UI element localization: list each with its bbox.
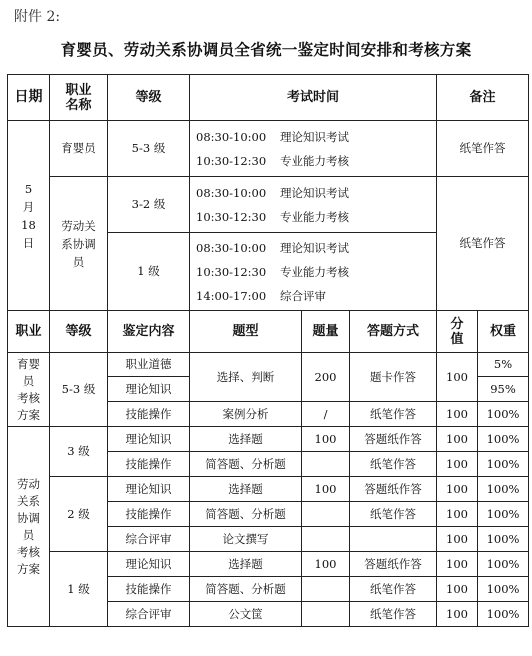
count-cell [302,602,350,627]
count-cell [302,577,350,602]
answer-cell: 纸笔作答 [350,602,437,627]
exam-date: 5 月 18 日 [8,121,50,311]
weight-cell: 100% [478,577,529,602]
remark-labor: 纸笔作答 [437,177,529,311]
assessment-header-row [8,311,529,353]
type-cell: 选择题 [190,427,302,452]
level-labor-1-plan: 1 级 [50,552,108,627]
header-level-2: 等级 [50,311,108,353]
weight-theory: 95% [478,377,529,402]
answer-cell: 纸笔作答 [350,452,437,477]
count-nanny-skill: / [302,402,350,427]
answer-cell: 答题纸作答 [350,427,437,452]
schedule-row-labor-3-2 [8,177,529,233]
score-nanny-skill: 100 [437,402,478,427]
weight-cell: 100% [478,552,529,577]
weight-cell: 100% [478,527,529,552]
answer-cell: 纸笔作答 [350,502,437,527]
content-cell: 理论知识 [108,552,190,577]
score-cell: 100 [437,452,478,477]
count-cell: 100 [302,477,350,502]
document-title: 育婴员、劳动关系协调员全省统一鉴定时间安排和考核方案 [60,40,472,59]
score-nanny-theory: 100 [437,353,478,402]
header-remark: 备注 [437,75,529,121]
count-cell: 100 [302,427,350,452]
count-nanny-theory: 200 [302,353,350,402]
schedule-row-nanny [8,121,529,177]
level-nanny-plan: 5-3 级 [50,353,108,427]
score-cell: 100 [437,552,478,577]
count-cell [302,502,350,527]
content-cell: 理论知识 [108,477,190,502]
type-cell: 简答题、分析题 [190,577,302,602]
answer-card: 题卡作答 [350,353,437,402]
schedule-assessment-table [7,74,529,627]
header-count: 题量 [302,311,350,353]
time-slots-nanny: 08:30-10:00 理论知识考试 10:30-12:30 专业能力考核 [190,121,437,177]
type-cell: 简答题、分析题 [190,452,302,477]
content-cell: 综合评审 [108,602,190,627]
type-cell: 简答题、分析题 [190,502,302,527]
header-score: 分 值 [437,311,478,353]
count-cell [302,527,350,552]
answer-cell: 答题纸作答 [350,552,437,577]
occupation-nanny: 育婴员 [50,121,108,177]
weight-cell: 100% [478,452,529,477]
weight-cell: 100% [478,427,529,452]
header-occupation: 职业 名称 [50,75,108,121]
score-cell: 100 [437,602,478,627]
weight-cell: 100% [478,502,529,527]
answer-cell: 纸笔作答 [350,577,437,602]
header-exam-time: 考试时间 [190,75,437,121]
weight-cell: 100% [478,477,529,502]
content-skill: 技能操作 [108,402,190,427]
header-date: 日期 [8,75,50,121]
score-cell: 100 [437,577,478,602]
content-ethics: 职业道德 [108,353,190,377]
header-answer-mode: 答题方式 [350,311,437,353]
type-case-analysis: 案例分析 [190,402,302,427]
weight-ethics: 5% [478,353,529,377]
occupation-labor: 劳动关 系协调 员 [50,177,108,311]
score-cell: 100 [437,427,478,452]
level-labor-3-2: 3-2 级 [108,177,190,233]
type-choice-judge: 选择、判断 [190,353,302,402]
occupation-nanny-plan: 育婴 员 考核 方案 [8,353,50,427]
answer-cell: 答题纸作答 [350,477,437,502]
time-slots-labor-3-2: 08:30-10:00 理论知识考试 10:30-12:30 专业能力考核 [190,177,437,233]
attachment-label: 附件 2: [14,9,61,25]
type-cell: 选择题 [190,477,302,502]
type-cell: 公文筐 [190,602,302,627]
type-cell: 选择题 [190,552,302,577]
content-theory: 理论知识 [108,377,190,402]
content-cell: 综合评审 [108,527,190,552]
remark-nanny: 纸笔作答 [437,121,529,177]
count-cell: 100 [302,552,350,577]
score-cell: 100 [437,502,478,527]
occupation-labor-plan: 劳动 关系 协调 员 考核 方案 [8,427,50,627]
header-occupation-2: 职业 [8,311,50,353]
score-cell: 100 [437,527,478,552]
answer-cell [350,527,437,552]
content-cell: 技能操作 [108,502,190,527]
time-slots-labor-1: 08:30-10:00 理论知识考试 10:30-12:30 专业能力考核 14:00-17:00 综合评审 [190,233,437,311]
assessment-row-nanny-ethics [8,353,529,377]
answer-nanny-skill: 纸笔作答 [350,402,437,427]
table-row [8,477,529,502]
content-cell: 技能操作 [108,452,190,477]
header-weight: 权重 [478,311,529,353]
weight-nanny-skill: 100% [478,402,529,427]
content-cell: 理论知识 [108,427,190,452]
table-row [8,552,529,577]
level-labor-3: 3 级 [50,427,108,477]
schedule-header-row [8,75,529,121]
weight-cell: 100% [478,602,529,627]
content-cell: 技能操作 [108,577,190,602]
level-labor-2: 2 级 [50,477,108,552]
level-nanny: 5-3 级 [108,121,190,177]
level-labor-1: 1 级 [108,233,190,311]
score-cell: 100 [437,477,478,502]
type-cell: 论文撰写 [190,527,302,552]
header-question-type: 题型 [190,311,302,353]
count-cell [302,452,350,477]
header-content: 鉴定内容 [108,311,190,353]
table-row [8,427,529,452]
header-level: 等级 [108,75,190,121]
